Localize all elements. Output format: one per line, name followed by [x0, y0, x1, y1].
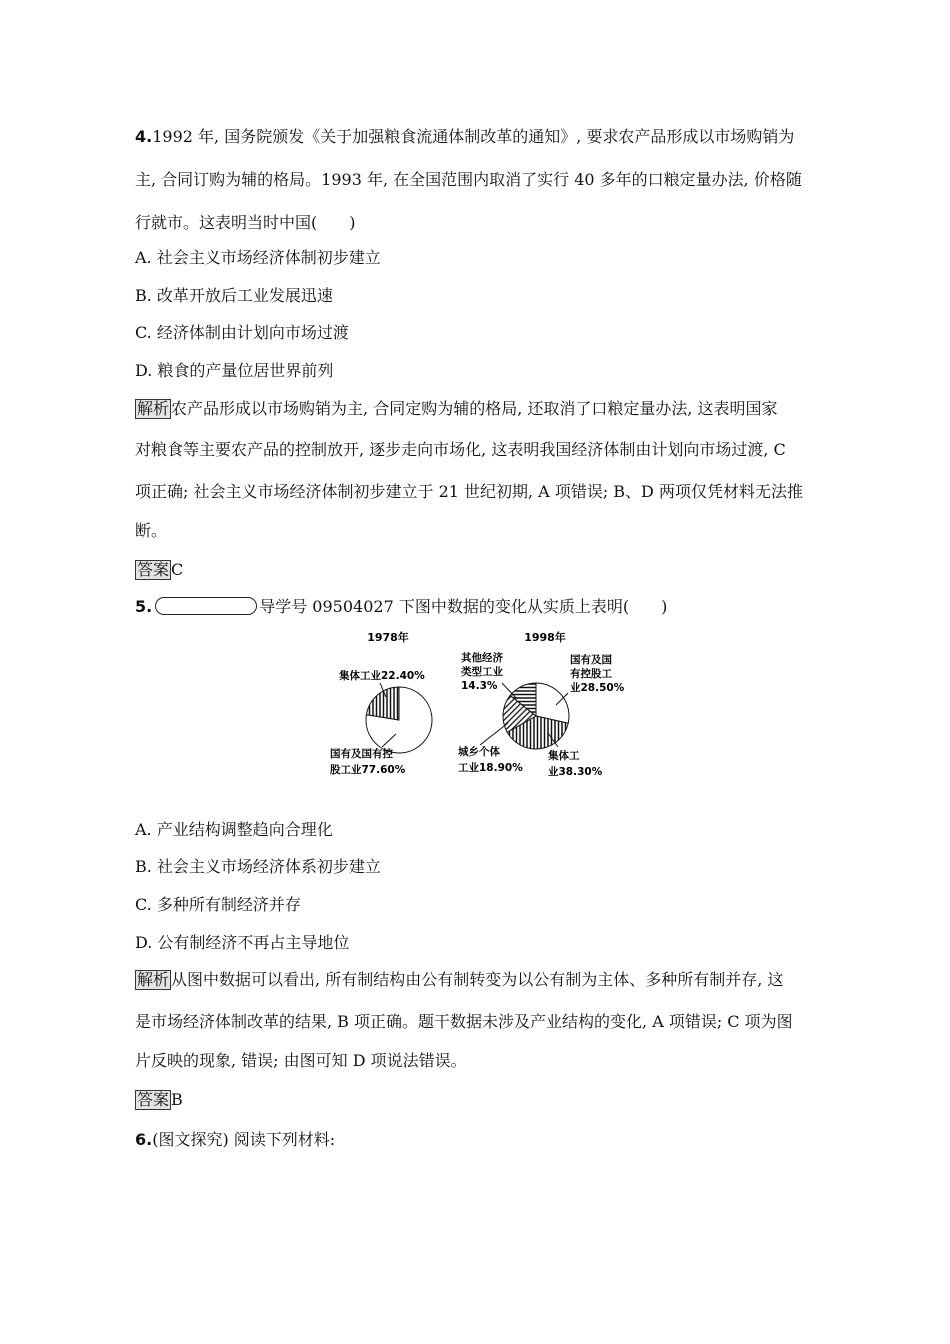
q4-answer-line — [135, 560, 183, 580]
label-1998-state-line-3: 业28.50% — [570, 682, 625, 694]
q6-stem-line — [135, 1130, 335, 1150]
q5-answer-tag: 答案 — [137, 1090, 170, 1109]
label-1998-individual — [458, 745, 523, 774]
pie-1978 — [366, 687, 432, 753]
q4-analysis-line-1 — [135, 399, 778, 419]
label-1998-other-line-2: 类型工业 — [461, 666, 503, 678]
leader-1998-individual — [480, 723, 508, 745]
q5-number: 5. — [135, 597, 153, 616]
label-1998-other-line-3: 14.3% — [461, 680, 498, 692]
label-1978-state — [330, 747, 406, 776]
q5-analysis-line-1 — [135, 970, 783, 990]
q4-analysis-tag: 解析 — [137, 399, 170, 418]
label-1978-collective-text: 集体工业22.40% — [339, 670, 425, 682]
q5-option-c: C. 多种所有制经济并存 — [135, 895, 301, 914]
q4-number: 4. — [135, 127, 153, 146]
q4-option-b: B. 改革开放后工业发展迅速 — [135, 286, 333, 305]
label-1998-other-line-1: 其他经济 — [461, 652, 503, 664]
q4-stem-text-1: 1992 年, 国务院颁发《关于加强粮食流通体制改革的通知》, 要求农产品形成以市场购销为 — [152, 127, 795, 146]
q4-option-c: C. 经济体制由计划向市场过渡 — [135, 323, 349, 342]
q4-answer-tag: 答案 — [137, 560, 170, 579]
label-1978-state-line-2: 股工业77.60% — [330, 764, 406, 776]
q5-analysis-line-3: 片反映的现象, 错误; 由图可知 D 项说法错误。 — [135, 1051, 467, 1070]
q4-stem-line-3: 行就市。这表明当时中国( ) — [135, 213, 356, 232]
q5-analysis-text-1: 从图中数据可以看出, 所有制结构由公有制转变为以公有制为主体、多种所有制并存, 这 — [171, 970, 784, 989]
q6-number: 6. — [135, 1130, 153, 1149]
q5-answer: B — [171, 1090, 183, 1109]
q4-analysis-line-3: 项正确; 社会主义市场经济体制初步建立于 21 世纪初期, A 项错误; B、D 两项仅凭材料无法推 — [135, 482, 803, 501]
q4-answer: C — [171, 560, 184, 579]
q4-option-a: A. 社会主义市场经济体制初步建立 — [135, 248, 381, 267]
q5-answer-line — [135, 1090, 183, 1110]
q6-stem-text: (图文探究) 阅读下列材料: — [152, 1130, 336, 1149]
guide-number-box — [155, 597, 257, 615]
q4-option-d: D. 粮食的产量位居世界前列 — [135, 361, 334, 380]
chart-1978-title: 1978年 — [367, 631, 409, 644]
label-1978-state-line-1: 国有及国有控 — [330, 748, 393, 760]
q5-analysis-line-2: 是市场经济体制改革的结果, B 项正确。题干数据未涉及产业结构的变化, A 项错误; C 项为图 — [135, 1012, 793, 1031]
label-1998-individual-line-2: 工业18.90% — [458, 762, 523, 774]
q4-stem-line-1 — [135, 127, 794, 147]
ownership-pie-charts — [330, 627, 630, 787]
q4-analysis-line-2: 对粮食等主要农产品的控制放开, 逐步走向市场化, 这表明我国经济体制由计划向市场过渡, C — [135, 440, 786, 459]
q4-stem-line-2: 主, 合同订购为辅的格局。1993 年, 在全国范围内取消了实行 40 多年的口粮定量办法, 价格随 — [135, 170, 802, 189]
label-1998-individual-line-1: 城乡个体 — [458, 746, 500, 758]
q5-option-b: B. 社会主义市场经济体系初步建立 — [135, 857, 381, 876]
q5-stem-line — [135, 597, 667, 617]
label-1998-collective — [548, 749, 603, 778]
q5-option-d: D. 公有制经济不再占主导地位 — [135, 933, 350, 952]
chart-1998-title: 1998年 — [524, 631, 566, 644]
label-1998-state — [570, 653, 625, 694]
label-1998-state-line-1: 国有及国 — [570, 654, 612, 666]
pie-1998 — [503, 683, 569, 749]
q4-analysis-text-1: 农产品形成以市场购销为主, 合同定购为辅的格局, 还取消了口粮定量办法, 这表明国家 — [171, 399, 778, 418]
label-1998-state-line-2: 有控股工 — [570, 668, 612, 680]
q5-analysis-tag: 解析 — [137, 970, 170, 989]
label-1978-collective — [339, 669, 425, 682]
label-1998-collective-line-2: 业38.30% — [548, 766, 603, 778]
q4-analysis-line-4: 断。 — [135, 521, 168, 540]
label-1998-other — [461, 651, 507, 692]
label-1998-collective-line-1: 集体工 — [548, 750, 580, 762]
pie-1978-slice-1 — [366, 687, 399, 720]
q5-stem-text: 导学号 09504027 下图中数据的变化从实质上表明( ) — [259, 597, 668, 616]
q5-option-a: A. 产业结构调整趋向合理化 — [135, 820, 333, 839]
